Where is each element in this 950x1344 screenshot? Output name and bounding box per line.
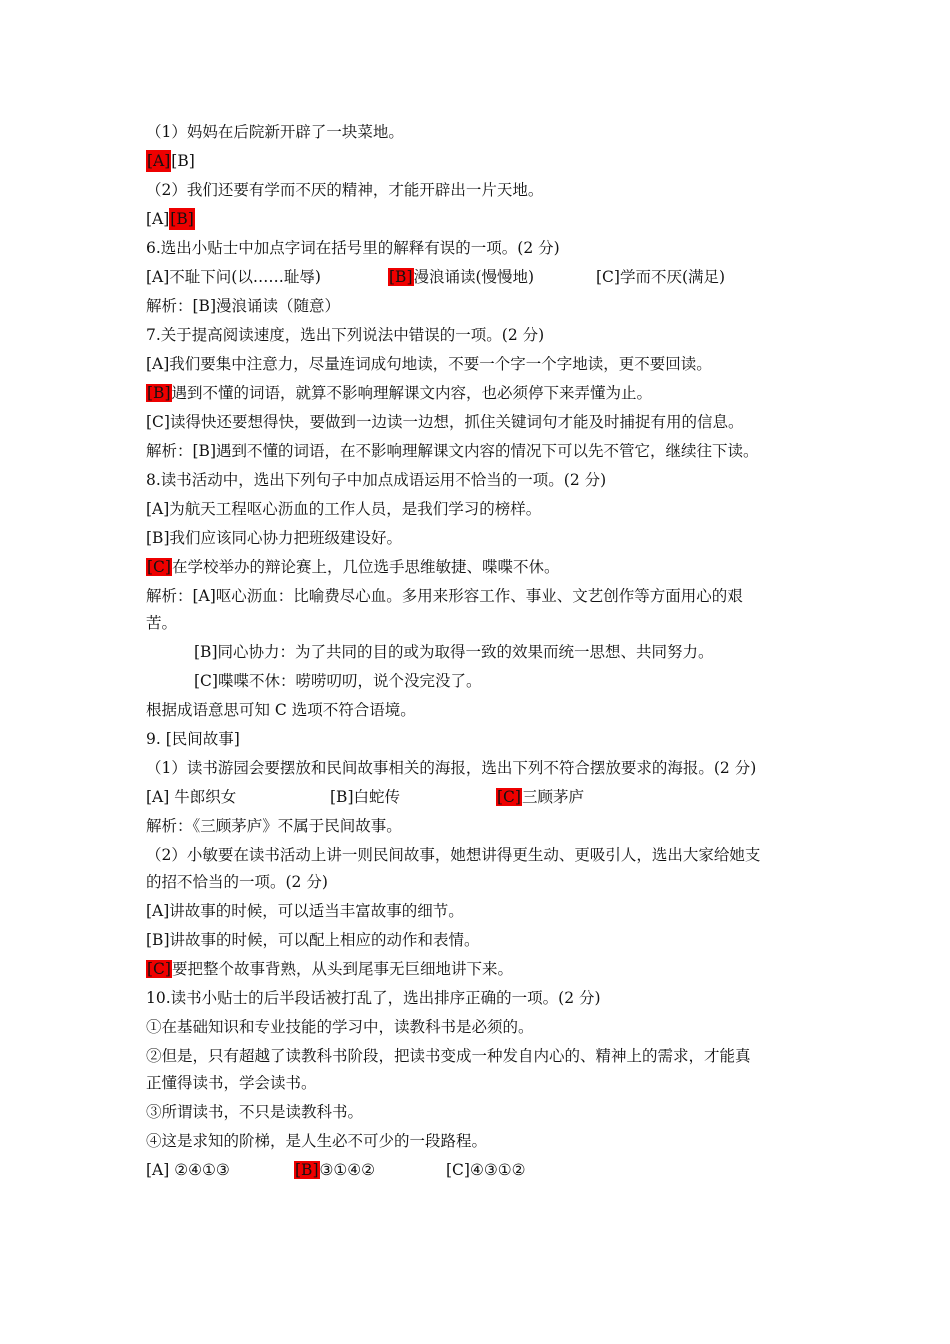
q6-stem: 6.选出小贴士中加点字词在括号里的解释有误的一项。(2 分) <box>146 239 560 257</box>
q7-analysis: 解析：[B]遇到不懂的词语，在不影响理解课文内容的情况下可以先不管它，继续往下读。 <box>146 442 759 460</box>
q9-sub2-option-c[interactable]: [C]要把整个故事背熟，从头到尾事无巨细地讲下来。 <box>147 960 513 978</box>
q5-sub1-option-b[interactable]: [B] <box>171 152 195 170</box>
q9-sub1-stem: （1）读书游园会要摆放和民间故事相关的海报，选出下列不符合摆放要求的海报。(2 分) <box>146 759 757 777</box>
q9-sub1-option-a[interactable]: [A] 牛郎织女 <box>146 788 237 806</box>
q7-option-a[interactable]: [A]我们要集中注意力，尽量连词成句地读，不要一个字一个字地读，更不要回读。 <box>146 355 712 373</box>
q7-option-b[interactable]: [B]遇到不懂的词语，就算不影响理解课文内容，也必须停下来弄懂为止。 <box>147 384 653 402</box>
q9-sub1-analysis: 解析：《三顾茅庐》不属于民间故事。 <box>146 817 402 835</box>
q5-sub1-text: （1）妈妈在后院新开辟了一块菜地。 <box>146 123 404 141</box>
q9-sub2-stem-line2: 的招不恰当的一项。(2 分) <box>146 873 328 891</box>
q6-option-a[interactable]: [A]不耻下问(以……耻辱) <box>146 268 321 286</box>
q10-sentence-2-line2: 正懂得读书，学会读书。 <box>146 1074 317 1092</box>
q9-title: 9. [民间故事] <box>146 730 240 748</box>
q10-option-a[interactable]: [A] ②④①③ <box>146 1161 230 1179</box>
q7-option-c[interactable]: [C]读得快还要想得快，要做到一边读一边想，抓住关键词句才能及时捕捉有用的信息。 <box>146 413 744 431</box>
q8-option-a[interactable]: [A]为航天工程呕心沥血的工作人员，是我们学习的榜样。 <box>146 500 542 518</box>
q5-sub1-option-a[interactable]: [A] <box>147 152 171 170</box>
q9-sub1-option-b[interactable]: [B]白蛇传 <box>330 788 401 806</box>
q8-option-b[interactable]: [B]我们应该同心协力把班级建设好。 <box>146 529 403 547</box>
q8-analysis-line2: 苦。 <box>146 614 178 632</box>
q5-sub2-option-b[interactable]: [B] <box>170 210 194 228</box>
q10-stem: 10.读书小贴士的后半段话被打乱了，选出排序正确的一项。(2 分) <box>146 989 601 1007</box>
q10-option-c[interactable]: [C]④③①② <box>446 1161 526 1179</box>
q9-sub2-option-b[interactable]: [B]讲故事的时候，可以配上相应的动作和表情。 <box>146 931 480 949</box>
q5-sub2-option-a[interactable]: [A] <box>146 210 170 228</box>
q5-sub2-text: （2）我们还要有学而不厌的精神，才能开辟出一片天地。 <box>146 181 544 199</box>
q10-options <box>146 1159 526 1181</box>
q5-sub2-options <box>146 208 195 230</box>
q7-stem: 7.关于提高阅读速度，选出下列说法中错误的一项。(2 分) <box>146 326 545 344</box>
q8-analysis-c: [C]喋喋不休：唠唠叨叨，说个没完没了。 <box>194 672 482 690</box>
q6-option-b[interactable]: [B]漫浪诵读(慢慢地) <box>389 268 535 286</box>
q10-option-b[interactable]: [B]③①④② <box>295 1161 376 1179</box>
q9-sub1-options <box>146 786 584 808</box>
q6-options <box>146 266 726 288</box>
q9-sub2-option-a[interactable]: [A]讲故事的时候，可以适当丰富故事的细节。 <box>146 902 464 920</box>
q6-analysis: 解析：[B]漫浪诵读（随意） <box>146 297 340 315</box>
q8-conclusion: 根据成语意思可知 C 选项不符合语境。 <box>146 701 416 719</box>
q8-analysis-b: [B]同心协力：为了共同的目的或为取得一致的效果而统一思想、共同努力。 <box>194 643 714 661</box>
q10-sentence-1: ①在基础知识和专业技能的学习中，读教科书是必须的。 <box>146 1018 534 1036</box>
q8-analysis-line1: 解析：[A]呕心沥血：比喻费尽心血。多用来形容工作、事业、文艺创作等方面用心的艰 <box>146 587 743 605</box>
q8-option-c[interactable]: [C]在学校举办的辩论赛上，几位选手思维敏捷、喋喋不休。 <box>147 558 560 576</box>
q9-sub1-option-c[interactable]: [C]三顾茅庐 <box>497 788 584 806</box>
q5-sub1-options <box>146 150 195 172</box>
q10-sentence-2-line1: ②但是，只有超越了读教科书阶段，把读书变成一种发自内心的、精神上的需求，才能真 <box>146 1047 751 1065</box>
q8-stem: 8.读书活动中，选出下列句子中加点成语运用不恰当的一项。(2 分) <box>146 471 607 489</box>
q10-sentence-4: ④这是求知的阶梯，是人生必不可少的一段路程。 <box>146 1132 488 1150</box>
q9-sub2-stem-line1: （2）小敏要在读书活动上讲一则民间故事，她想讲得更生动、更吸引人，选出大家给她支 <box>146 846 761 864</box>
q6-option-c[interactable]: [C]学而不厌(满足) <box>596 268 726 286</box>
q10-sentence-3: ③所谓读书，不只是读教科书。 <box>146 1103 364 1121</box>
